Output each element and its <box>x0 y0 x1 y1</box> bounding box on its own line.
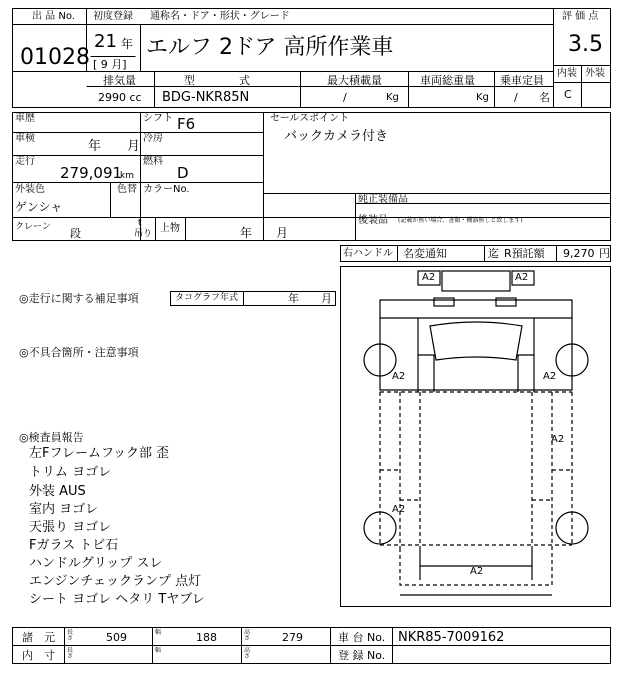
defects-label: ◎不具合箇所・注意事項 <box>19 346 139 359</box>
name-change-label: 名変通知 <box>403 247 447 260</box>
yen-unit: 円 <box>599 247 610 260</box>
crane-stage: 段 <box>70 227 81 240</box>
interior-value: C <box>564 88 572 101</box>
width-label: 幅 <box>155 629 162 636</box>
width-label-inner: 幅 <box>155 647 162 654</box>
history-label: 車歴 <box>15 113 35 124</box>
damage-mark: A2 <box>515 272 529 283</box>
damage-mark: A2 <box>422 272 436 283</box>
displacement-value: 2990 cc <box>98 91 142 104</box>
height-label: 高さ <box>244 629 251 642</box>
car-name: エルフ 2ドア 高所作業車 <box>146 35 394 60</box>
capacity-unit: 名 <box>539 91 550 104</box>
fuel-value: D <box>177 164 189 182</box>
max-load-unit: Kg <box>386 92 399 103</box>
lot-no-value: 01028 <box>20 45 90 70</box>
width-value: 188 <box>196 631 217 644</box>
capacity-value: / <box>514 91 518 104</box>
height-label-inner: 高さ <box>244 647 251 660</box>
fuel-label: 燃料 <box>143 156 163 167</box>
model-label: 型 式 <box>184 74 250 87</box>
gross-weight-unit: Kg <box>476 92 489 103</box>
color-label: 外装色 <box>15 184 45 195</box>
inspector-item: 室内 ヨゴレ <box>29 502 99 517</box>
length-value: 509 <box>106 631 127 644</box>
max-load-value: / <box>343 91 347 104</box>
r-meter-label: R預託額 <box>504 247 545 260</box>
deadline-label: 迄 <box>488 247 499 260</box>
shift-value: F6 <box>177 115 196 133</box>
damage-mark: A2 <box>392 504 406 515</box>
damage-mark: A2 <box>392 371 406 382</box>
inspector-item: 外装 AUS <box>29 484 86 499</box>
capacity-label: 乗車定員 <box>500 74 544 87</box>
first-reg-month: [ 9 月] <box>93 58 127 71</box>
model-value: BDG-NKR85N <box>162 90 250 105</box>
inspector-item: ハンドルグリップ スレ <box>29 556 163 571</box>
registration-label: 登 録 No. <box>338 649 386 662</box>
first-reg-year-unit: 年 <box>121 37 134 51</box>
exterior-label: 外装 <box>585 68 605 79</box>
inspector-item: 左Fフレームフック部 歪 <box>29 446 170 461</box>
gross-weight-label: 車両総重量 <box>420 74 475 87</box>
max-load-label: 最大積載量 <box>327 74 382 87</box>
first-reg-label: 初度登録 <box>93 11 133 22</box>
inspector-item: トリム ヨゴレ <box>29 465 112 480</box>
upper-label: 上物 <box>160 223 180 234</box>
inspector-item: 天張り ヨゴレ <box>29 520 112 535</box>
inspection-label: 車検 <box>15 133 35 144</box>
score-value: 3.5 <box>568 32 603 57</box>
displacement-label: 排気量 <box>103 74 136 87</box>
aftermarket-note: (記載が無い場合、書類・機器無しと致します) <box>398 217 523 224</box>
driving-notes-label: ◎走行に関する補足事項 <box>19 292 139 305</box>
car-name-label: 通称名・ドア・形状・グレード <box>150 11 290 22</box>
inspector-item: シート ヨゴレ ヘタリ Tヤブレ <box>29 592 205 607</box>
length-label: 長さ <box>67 629 74 642</box>
outer-dimensions-label: 諸 元 <box>22 631 55 644</box>
damage-mark: A2 <box>543 371 557 382</box>
grade-label: 評 価 点 <box>562 11 599 22</box>
color-value: ゲンシャ <box>15 200 63 214</box>
r-meter-value: 9,270 <box>563 247 595 260</box>
genuine-label: 純正装備品 <box>358 194 408 205</box>
right-handle: 右ハンドル <box>343 248 393 259</box>
inspection-value: 年 月 <box>88 139 141 154</box>
sales-point-label: セールスポイント <box>270 113 350 124</box>
tachograph-value: 年 月 <box>288 292 332 305</box>
color-change-label: 色替 <box>117 184 137 195</box>
inspector-item: Fガラス トビ石 <box>29 538 119 553</box>
sales-point-value: バックカメラ付き <box>284 129 389 144</box>
inner-dimensions-label: 内 寸 <box>22 649 55 662</box>
shift-label: シフト <box>143 113 173 124</box>
crane-label: クレーン <box>15 222 51 232</box>
interior-label: 内装 <box>557 68 577 79</box>
crane-hang: 吊り <box>134 229 153 239</box>
ac-label: 冷房 <box>143 133 163 144</box>
damage-mark: A2 <box>470 566 484 577</box>
damage-mark: A2 <box>551 434 565 445</box>
inspector-label: ◎検査員報告 <box>19 431 84 444</box>
color-no-label: カラーNo. <box>143 184 190 195</box>
truck-diagram <box>364 271 588 595</box>
height-value: 279 <box>282 631 303 644</box>
length-label-inner: 長さ <box>67 647 74 660</box>
aftermarket-label: 後装品 <box>358 215 388 226</box>
first-reg-year: 21 <box>94 31 117 52</box>
crane-t: t <box>138 218 142 228</box>
mileage-value: 279,091 <box>60 164 123 182</box>
chassis-label: 車 台 No. <box>338 631 386 644</box>
lot-no-label: 出 品 No. <box>32 11 75 22</box>
tachograph-label: タコグラフ年式 <box>175 293 239 303</box>
mileage-label: 走行 <box>15 156 35 167</box>
chassis-value: NKR85-7009162 <box>398 630 505 645</box>
inspector-item: エンジンチェックランプ 点灯 <box>29 574 202 589</box>
mileage-unit: km <box>120 171 134 181</box>
upper-value: 年 月 <box>240 226 289 240</box>
